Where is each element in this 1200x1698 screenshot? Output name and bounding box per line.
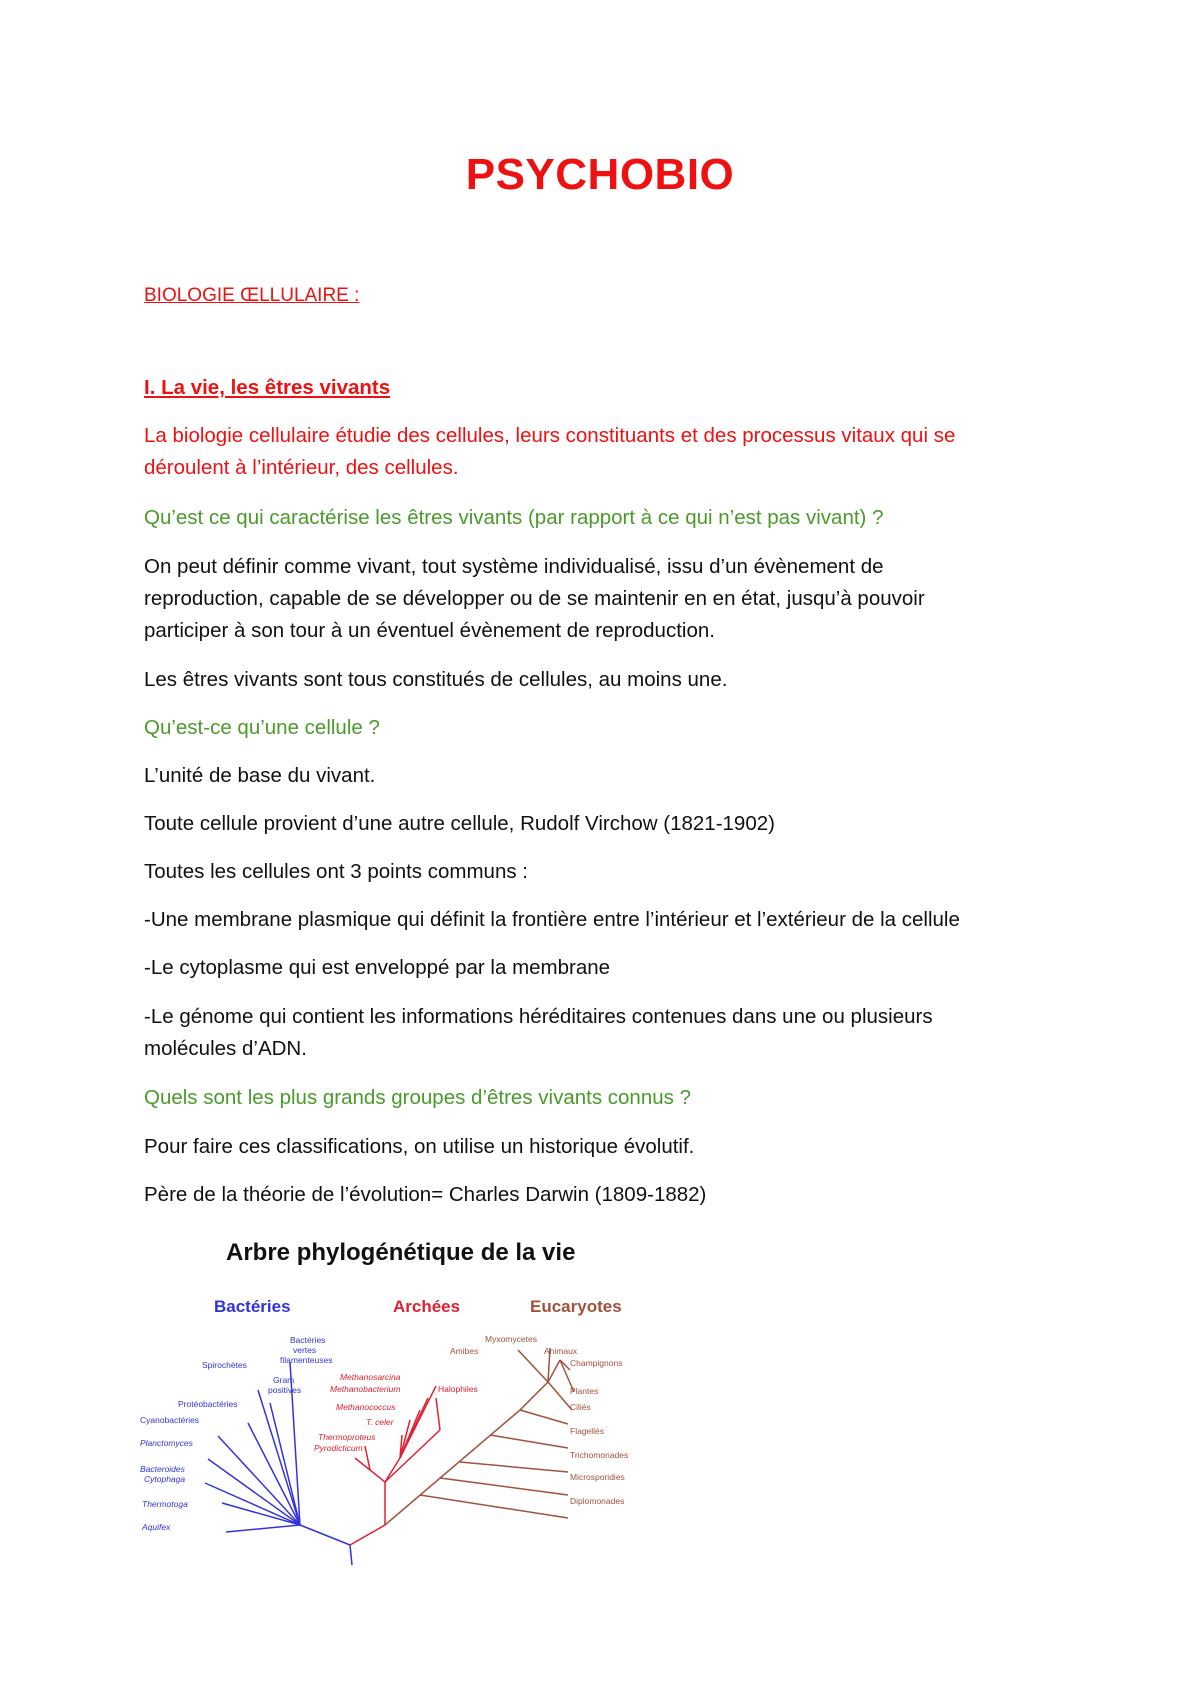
label-cilies: Ciliés: [570, 1402, 591, 1412]
label-halophiles: Halophiles: [438, 1384, 478, 1394]
label-flagelles: Flagellés: [570, 1426, 605, 1436]
label-pyrodicticum: Pyrodicticum: [314, 1443, 363, 1453]
answer-2b: Toute cellule provient d’une autre cellule, Rudolf Virchow (1821-1902): [144, 812, 775, 835]
label-aquifex: Aquifex: [142, 1522, 171, 1532]
label-microsporidies: Microsporidies: [570, 1472, 625, 1482]
label-bacteroides: Bacteroides: [140, 1464, 185, 1474]
point-1: -Une membrane plasmique qui définit la frontière entre l’intérieur et l’extérieur de la cellule: [144, 908, 960, 931]
label-methanosarcina: Methanosarcina: [340, 1372, 401, 1382]
question-2: Qu’est-ce qu’une cellule ?: [144, 716, 380, 739]
label-cyanobacteries: Cyanobactéries: [140, 1415, 200, 1425]
archaea-labels: [314, 1372, 478, 1453]
group-label-bacteria: Bactéries: [214, 1297, 291, 1316]
answer-2c: Toutes les cellules ont 3 points communs :: [144, 860, 528, 883]
intro-line-1: La biologie cellulaire étudie des cellules, leurs constituants et des processus vitaux qui se: [144, 424, 956, 447]
label-bacteries-vertes: Bactéries: [290, 1335, 326, 1345]
answer-1-line-3: participer à son tour à un éventuel évènement de reproduction.: [144, 619, 715, 642]
bacteria-labels: [140, 1335, 332, 1532]
answer-1b: Les êtres vivants sont tous constitués de cellules, au moins une.: [144, 668, 728, 691]
label-champignons: Champignons: [570, 1358, 623, 1368]
group-label-archaea: Archées: [393, 1297, 461, 1316]
answer-1-line-1: On peut définir comme vivant, tout système individualisé, issu d’un évènement de: [144, 555, 884, 578]
label-proteobacteries: Protéobactéries: [178, 1399, 238, 1409]
point-2: -Le cytoplasme qui est enveloppé par la membrane: [144, 956, 611, 979]
eukaryote-branches: [385, 1348, 574, 1525]
label-planctomyces: Planctomyces: [140, 1438, 193, 1448]
figure-title: Arbre phylogénétique de la vie: [226, 1239, 576, 1266]
label-thermoproteus: Thermoproteus: [318, 1432, 376, 1442]
point-3-line-1: -Le génome qui contient les informations héréditaires contenues dans une ou plusieurs: [144, 1005, 933, 1028]
label-t-celer: T. celer: [366, 1417, 394, 1427]
label-cytophaga: Cytophaga: [144, 1474, 186, 1484]
label-methanobacterium: Methanobacterium: [330, 1384, 401, 1394]
phylogenetic-tree-figure: [140, 1220, 740, 1580]
label-filamenteuses: filamenteuses: [280, 1355, 333, 1365]
label-trichomonades: Trichomonades: [570, 1450, 629, 1460]
answer-2: L’unité de base du vivant.: [144, 764, 376, 787]
page-title: PSYCHOBIO: [465, 150, 735, 199]
answer-3: Pour faire ces classifications, on utilise un historique évolutif.: [144, 1135, 695, 1158]
answer-1-line-2: reproduction, capable de se développer ou de se maintenir en en état, jusqu’à pouvoir: [144, 587, 925, 610]
label-animaux: Animaux: [544, 1346, 578, 1356]
label-plantes: Plantes: [570, 1386, 599, 1396]
label-methanococcus: Methanococcus: [336, 1402, 396, 1412]
intro-line-2: déroulent à l’intérieur, des cellules.: [144, 456, 459, 479]
label-thermotoga: Thermotoga: [142, 1499, 188, 1509]
label-spirochetes: Spirochètes: [202, 1360, 247, 1370]
label-amibes: Amibes: [450, 1346, 479, 1356]
answer-3b: Père de la théorie de l’évolution= Charles Darwin (1809-1882): [144, 1183, 707, 1206]
point-3-line-2: molécules d’ADN.: [144, 1037, 307, 1060]
group-label-eukaryotes: Eucaryotes: [530, 1297, 622, 1316]
label-gram: Gram: [273, 1375, 295, 1385]
label-positives: positives: [268, 1385, 302, 1395]
label-vertes: vertes: [293, 1345, 317, 1355]
eukaryote-labels: [450, 1334, 628, 1506]
label-myxomycetes: Myxomycetes: [485, 1334, 537, 1344]
chapter-heading: I. La vie, les êtres vivants: [144, 376, 391, 399]
question-1: Qu’est ce qui caractérise les êtres vivants (par rapport à ce qui n’est pas vivant) ?: [144, 506, 884, 529]
label-diplomonades: Diplomonades: [570, 1496, 625, 1506]
section-heading: BIOLOGIE ŒLLULAIRE :: [144, 285, 360, 306]
question-3: Quels sont les plus grands groupes d’êtres vivants connus ?: [144, 1086, 691, 1109]
